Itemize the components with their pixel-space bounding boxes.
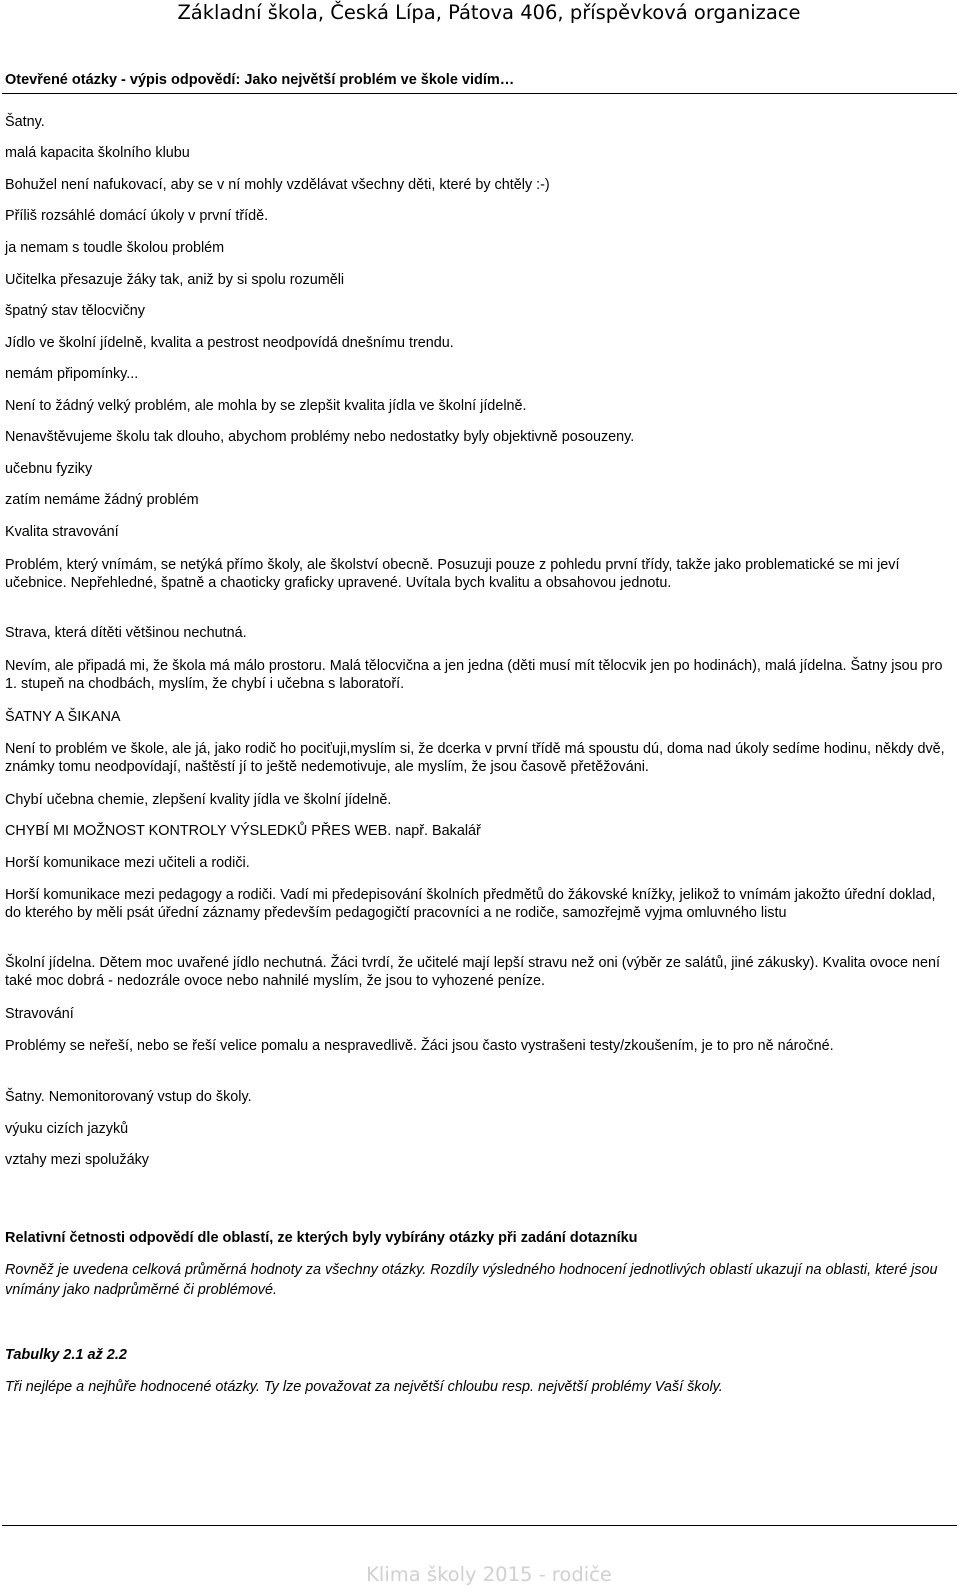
page-footer-text: Klima školy 2015 - rodiče bbox=[366, 1563, 612, 1586]
answer-item: Nenavštěvujeme školu tak dlouho, abychom problémy nebo nedostatky byly objektivně posouzeny. bbox=[5, 429, 635, 445]
answer-item: Není to žádný velký problém, ale mohla by se zlepšit kvalita jídla ve školní jídelně. bbox=[5, 398, 527, 414]
tables-heading: Tabulky 2.1 až 2.2 bbox=[5, 1347, 127, 1363]
answer-item: zatím nemáme žádný problém bbox=[5, 492, 199, 508]
heading-divider bbox=[2, 93, 957, 94]
answer-item: ŠATNY A ŠIKANA bbox=[5, 709, 121, 725]
page-header-title: Základní škola, Česká Lípa, Pátova 406, příspěvková organizace bbox=[177, 1, 801, 24]
answer-item: vztahy mezi spolužáky bbox=[5, 1152, 149, 1168]
answer-item: Chybí učebna chemie, zlepšení kvality jídla ve školní jídelně. bbox=[5, 792, 392, 808]
answer-item: Bohužel není nafukovací, aby se v ní mohly vzdělávat všechny děti, které by chtěly :-) bbox=[5, 177, 550, 193]
page-header bbox=[0, 0, 960, 30]
answer-item: špatný stav tělocvičny bbox=[5, 303, 145, 319]
answer-item: Není to problém ve škole, ale já, jako rodič ho pociťuji,myslím si, že dcerka v první třídě má spoustu dú, doma nad úkoly sedíme hodinu, někdy dvě, známky tomu neodpovídají, naštěstí jí to ještě nedemotivuje, ale myslím, že jsou časově přetěžováni. bbox=[5, 741, 945, 775]
section-heading: Otevřené otázky - výpis odpovědí: Jako největší problém ve škole vidím… bbox=[5, 72, 515, 88]
answer-item: malá kapacita školního klubu bbox=[5, 145, 190, 161]
answer-item: Školní jídelna. Dětem moc uvařené jídlo nechutná. Žáci tvrdí, že učitelé mají lepší stravu než oni (výběr ze salátů, jiné zákusky). Kvalita ovoce není také moc dobrá - nedozrále ovoce nebo nahnilé myslím, že jsou to vyhozené peníze. bbox=[5, 955, 941, 989]
answer-item: Strava, která dítěti většinou nechutná. bbox=[5, 625, 247, 641]
answer-item: CHYBÍ MI MOŽNOST KONTROLY VÝSLEDKŮ PŘES WEB. např. Bakalář bbox=[5, 823, 481, 839]
tables-note: Tři nejlépe a nejhůře hodnocené otázky. Ty lze považovat za největší chloubu resp. největší problémy Vaší školy. bbox=[5, 1379, 723, 1395]
answer-item: Šatny. Nemonitorovaný vstup do školy. bbox=[5, 1089, 252, 1105]
answer-item: Kvalita stravování bbox=[5, 524, 119, 540]
answer-item: Příliš rozsáhlé domácí úkoly v první třídě. bbox=[5, 208, 269, 224]
answer-item: Horší komunikace mezi pedagogy a rodiči. Vadí mi předepisování školních předmětů do žákovské knížky, jelikož to vnímám jakožto úřední doklad, do kterého by měli psát úřední záznamy především pedagogičtí pracovníci a ne rodiče, samozřejmě vyjma omluvného listu bbox=[5, 887, 936, 921]
analysis-note: Rovněž je uvedena celková průměrná hodnoty za všechny otázky. Rozdíly výsledného hodnocení jednotlivých oblastí ukazují na oblasti, které jsou vnímány jako nadprůměrné či problémové. bbox=[5, 1262, 938, 1298]
answer-item: Problém, který vnímám, se netýká přímo školy, ale školství obecně. Posuzuji pouze z pohledu první třídy, takže jako problematické se mi jeví učebnice. Nepřehledné, špatně a chaoticky graficky upravené. Uvítala bych kvalitu a obsahovou jednotu. bbox=[5, 557, 900, 591]
answer-item: nemám připomínky... bbox=[5, 366, 139, 382]
answer-item: Problémy se neřeší, nebo se řeší velice pomalu a nespravedlivě. Žáci jsou často vystrašeni testy/zkoušením, je to pro ně náročné. bbox=[5, 1038, 834, 1054]
answer-item: učebnu fyziky bbox=[5, 461, 93, 477]
answer-item: ja nemam s toudle školou problém bbox=[5, 240, 225, 256]
answer-item: Nevím, ale připadá mi, že škola má málo prostoru. Malá tělocvična a jen jedna (děti musí mít tělocvik jen po hodinách), malá jídelna. Šatny jsou pro 1. stupeň na chodbách, myslím, že chybí i učebna s laboratoří. bbox=[5, 658, 943, 692]
analysis-heading: Relativní četnosti odpovědí dle oblastí, ze kterých byly vybírány otázky při zadání dotazníku bbox=[5, 1230, 638, 1246]
answer-item: Šatny. bbox=[5, 114, 45, 130]
answer-item: Jídlo ve školní jídelně, kvalita a pestrost neodpovídá dnešnímu trendu. bbox=[5, 335, 454, 351]
answer-item: výuku cizích jazyků bbox=[5, 1121, 129, 1137]
answer-item: Stravování bbox=[5, 1006, 74, 1022]
answer-item: Horší komunikace mezi učiteli a rodiči. bbox=[5, 855, 250, 871]
footer-divider bbox=[2, 1525, 957, 1526]
page-footer bbox=[0, 1562, 960, 1588]
answer-item: Učitelka přesazuje žáky tak, aniž by si spolu rozuměli bbox=[5, 272, 345, 288]
